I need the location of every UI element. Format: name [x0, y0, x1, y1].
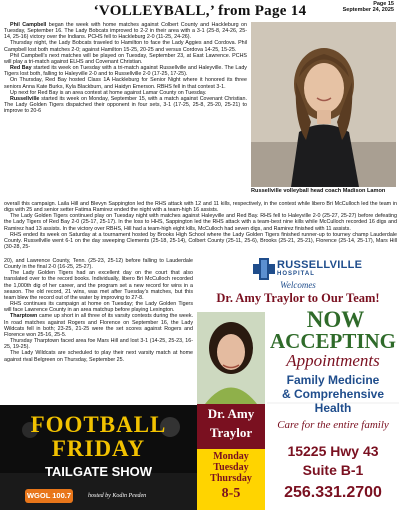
- doctor-first-name: Dr. Amy: [207, 406, 255, 421]
- article-paragraph: [4, 65, 247, 77]
- article-paragraph: [4, 201, 397, 213]
- doctor-last-name: Traylor: [209, 425, 253, 440]
- appointments-heading: Appointments: [286, 351, 380, 370]
- article-paragraph: [4, 301, 193, 313]
- paragraph-text: The Lady Golden Tigers continued play on Tuesday night with matches against Haleyville and Red Bay. RHS fell to Haleyville 2-0 (25-27, 25-27) before defeating the Lady Tigers of Red Bay 2-0 (25-17, 25-17). In the loss to HHS, Sappington led the RHS attack with a team-best nine kills while McCulloch recorded 16 digs and Ramirez had 13 assists. In the victory over RBHS, Hill had a team-high eight kills, McCulloch had seven digs, and Ramirez finished with 11 assists.: [4, 213, 397, 232]
- hours-day3: Thursday: [210, 473, 252, 484]
- article-paragraph: [4, 350, 193, 362]
- article-column-top: [4, 22, 247, 114]
- now-heading: NOW: [306, 307, 365, 332]
- paragraph-text: started its week on Monday, September 15, with a match against Covenant Christian. The Lady Golden Tigers dispatched their opponent in four sets, 3-1 (17-25, 25-8, 25-20, 25-21) to improve to 20-6: [4, 95, 247, 115]
- article-paragraph: [4, 96, 247, 114]
- paragraph-text: RHS ended its week on Saturday at a tournament hosted by Brooks High School where the Lady Golden Tigers finished runner-up to tourney champ Lauderdale County. Russellville went 6-1 on the day sweeping Clements (25-18, 25-14), Colbert County (25-11, 25-6), Brooks (25-21, 25-21), Florence (25-14, 25-17), Mars Hill (30-28, 25-: [4, 231, 397, 251]
- service-line3: Health: [314, 401, 352, 415]
- address-line1: 15225 Hwy 43: [287, 443, 379, 459]
- paragraph-text: Phil Campbell’s next matches will be played on Tuesday, September 23, at East Lawrence. PCHS will play a tri-match against ELHS and Covenant Christian.: [4, 52, 247, 65]
- paragraph-text: On Thursday, Red Bay hosted Class 1A Hackleburg for Senior Night where it honored its three seniors Anna Kate Burks, Kyla Blackburn, and Haidyn Emerson. RBHS fell in that contest 3-1.: [4, 77, 247, 90]
- service-line2: & Comprehensive: [281, 387, 385, 401]
- paragraph-text: Thursday night, the Lady Bobcats traveled to Hamilton to face the Lady Aggies and Cordova. Phil Campbell lost both matches 2-0; against Hamilton 15-25, 20-25 and versus Cordova 14-25, 15-25.: [4, 40, 247, 53]
- paragraph-lead: Russellville: [10, 95, 40, 102]
- paragraph-lead: Tharptown: [10, 313, 38, 320]
- article-paragraph: [4, 213, 397, 231]
- paragraph-text: came up short in all three of its varsity contests during the week. In road matches against Rogers and Florence on September 16, the Lady Wildcats fell in both; 23-25, 21-25 were the set scores against Rogers and Florence won 25-16, 25-5.: [4, 313, 193, 338]
- coach-portrait-image: [251, 22, 396, 187]
- tagline: Care for the entire family: [277, 419, 389, 431]
- paragraph-text: RHS continues its campaign at home on Tuesday; the Lady Golden Tigers will face Lawrence County in an area matchup before playing Lexington.: [4, 301, 193, 314]
- service-line1: Family Medicine: [286, 373, 380, 387]
- paragraph-text: began the week with home matches against Colbert County and Hackleburg on Tuesday, September 16. The Lady Bobcats improved to 2-2 in their area with a 3-1 (25-8, 24-26, 25-14, 25-16) victory over the Indians. PCHS fell to Hackleburg 2-0 (11-25, 24-26).: [4, 22, 247, 41]
- page-number: Page 15: [373, 1, 394, 7]
- paragraph-text: Up next for Red Bay is an area contest at home against Lamar County on Tuesday.: [10, 89, 207, 96]
- hospital-ad[interactable]: [197, 253, 399, 510]
- football-heading: FOOTBALL: [30, 412, 167, 437]
- station-name: WGOL 100.7: [26, 491, 72, 500]
- headline: ‘VOLLEYBALL,’ from Page 14: [93, 3, 307, 19]
- hospital-name-line2: HOSPITAL: [277, 271, 315, 277]
- hospital-name-line1: RUSSELLVILLE: [277, 259, 363, 271]
- paragraph-lead: Phil Campbell: [10, 22, 47, 28]
- address-line2: Suite B-1: [302, 462, 364, 478]
- paragraph-text: 20), and Lawrence County, Tenn. (25-23, 25-12) before falling to Lauderdale County in the final 2-0 (16-25, 25-27).: [4, 258, 193, 271]
- photo-caption: Russellville volleyball head coach Madison Lamon: [251, 188, 386, 194]
- article-paragraph: [4, 270, 193, 301]
- article-paragraph: [4, 258, 193, 270]
- coach-photo: [251, 22, 396, 187]
- article-paragraph: [4, 22, 247, 40]
- accepting-heading: ACCEPTING: [269, 329, 396, 353]
- paragraph-text: The Lady Wildcats are scheduled to play their next varsity match at home against rival Belgreen on Thursday, September 25.: [4, 350, 193, 363]
- host-credit: hosted by Kodin Peeden: [88, 493, 147, 499]
- paragraph-text: The Lady Golden Tigers had an excellent day on the court that also translated over to the record books. Individually, libero Bri McCulloch recorded the 1,000th dig of her career, and the program set a new record for wins in a season. The old record, 21 wins, was met after Tuesday’s matches, but this team blew the record out of the water by improving to 27-8.: [4, 270, 193, 301]
- article-paragraph: [4, 40, 247, 52]
- hours-day2: Tuesday: [213, 462, 249, 473]
- article-paragraph: [4, 313, 193, 338]
- paragraph-text: overall this campaign. Laila Hill and Blevyn Sappington led the RHS attack with 12 and 11 kills, respectively, in the contest while libero Bri McCulloch led the team in digs with 25 and senior setter Fatima Ramirez ended the night with a team-high 16 assists.: [4, 201, 397, 214]
- article-paragraph: [4, 338, 193, 350]
- hospital-welcomes: Welcomes: [280, 280, 316, 290]
- paragraph-text: Thursday Tharptown faced area foe Mars Hill and lost 3-1 (14-25, 25-23, 16-25, 19-25).: [4, 338, 193, 351]
- hospital-doctor-headline: Dr. Amy Traylor to Our Team!: [216, 291, 380, 305]
- doctor-photo: [197, 312, 265, 404]
- radio-show-ad[interactable]: [0, 405, 197, 510]
- page-date: September 24, 2025: [342, 7, 394, 13]
- friday-heading: FRIDAY: [51, 436, 146, 461]
- hospital-logo-icon: [253, 258, 275, 280]
- article-paragraph: [4, 53, 247, 65]
- article-column-wide: [4, 201, 397, 250]
- article-column-bottom: [4, 258, 193, 363]
- article-paragraph: [4, 77, 247, 89]
- hours-day1: Monday: [213, 451, 249, 462]
- tailgate-heading: TAILGATE SHOW: [44, 464, 153, 479]
- paragraph-lead: Red Bay: [10, 65, 32, 72]
- paragraph-text: started its week on Tuesday with a tri-match against Russellville and Haleyville. The Lady Tigers lost both, falling to Haleyville 2-0 and to Russellville 2-0 (17-25, 17-25).: [4, 65, 247, 78]
- article-paragraph: [4, 232, 397, 250]
- phone-number[interactable]: 256.331.2700: [284, 484, 382, 501]
- hours-time: 8-5: [221, 486, 241, 501]
